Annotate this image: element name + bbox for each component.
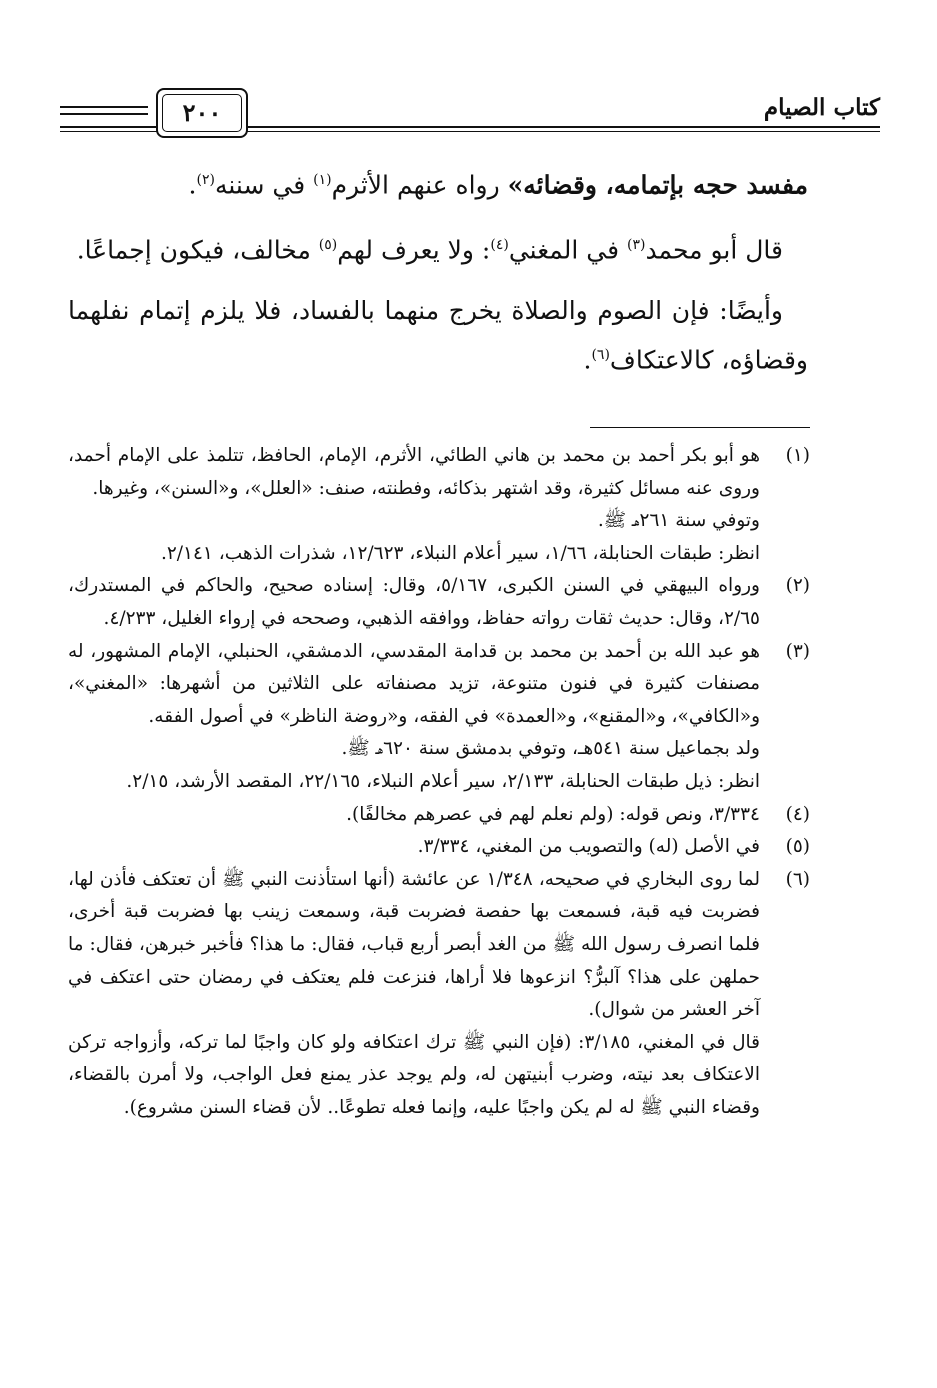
- footnote-number: (٣): [785, 640, 810, 662]
- footnote-line: قال في المغني، ٣/١٨٥: (فإن النبي ﷺ ترك اعتكافه ولو كان واجبًا لما تركه، وأزواجه تركن الاعتكاف بعد نيته، وضرب أبنيتهن له، ولم يوجد عذر يمنع فعل الواجب، ولا أمرن بالقضاء، وقضاء النبي ﷺ له لم يكن واجبًا عليه، وإنما فعله تطوعًا.. لأن قضاء السنن مشروع).: [68, 1031, 760, 1118]
- footnote-line: ولد بجماعيل سنة ٥٤١هـ، وتوفي بدمشق سنة ٦٢٠هـ ﷺ.: [341, 738, 760, 760]
- running-title: كتاب الصيام: [763, 94, 880, 121]
- footnote-body: [68, 799, 760, 832]
- footnote-5: [68, 831, 810, 864]
- paragraph-1: [68, 158, 808, 207]
- footnote-separator: [590, 427, 810, 428]
- footnote-number: (٦): [785, 868, 810, 890]
- text-span: قال أبو محمد: [645, 235, 783, 265]
- text-span: رواه عنهم الأثرم: [331, 170, 508, 200]
- footnote-body: [68, 570, 760, 635]
- footnote-number: (١): [785, 445, 810, 466]
- footnote-ref: (٦): [591, 346, 610, 363]
- page-number: ٢٠٠: [182, 98, 222, 127]
- footnote-ref: (٣): [626, 237, 646, 254]
- text-span: وأيضًا: فإن الصوم والصلاة يخرج منهما بالفساد، فلا يلزم إتمام نفلهما وقضاؤه، كالاعتكاف: [68, 295, 808, 374]
- bold-quote: مفسد حجه بإتمامه، وقضائه»: [507, 170, 808, 200]
- footnote-number: (٥): [785, 836, 810, 858]
- page-number-frame: [156, 88, 248, 138]
- footnotes: [68, 440, 810, 1124]
- footnote-4: [68, 799, 810, 832]
- footnote-body: [68, 636, 760, 799]
- text-span: في المغني: [508, 235, 627, 265]
- footnote-ref: (٤): [490, 237, 509, 254]
- footnote-ref: (١): [313, 172, 332, 188]
- footnote-1: [68, 440, 810, 570]
- footnote-line: انظر: طبقات الحنابلة، ١/٦٦، سير أعلام النبلاء، ١٢/٦٢٣، شذرات الذهب، ٢/١٤١.: [160, 542, 760, 564]
- main-text: [68, 158, 808, 398]
- footnote-line: انظر: ذيل طبقات الحنابلة، ٢/١٣٣، سير أعلام النبلاء، ٢٢/١٦٥، المقصد الأرشد، ٢/١٥.: [126, 770, 760, 792]
- footnote-line: لما روى البخاري في صحيحه، ١/٣٤٨ عن عائشة (أنها استأذنت النبي ﷺ أن تعتكف فأذن لها، فضربت فيه قبة، فسمعت بها حفصة فضربت قبة، وسمعت زينب بها فضربت قبة أخرى، فلما انصرف رسول الله ﷺ من الغد أبصر أربع قباب، فقال: ما هذا؟ فأخبر خبرهن، فقال: ما حملهن على هذا؟ آلبرُّ؟ انزعوها فلا أراها، فنزعت فلم يعتكف في رمضان حتى اعتكف في آخر العشر من شوال).: [68, 868, 760, 1021]
- text-span: مخالف، فيكون إجماعًا.: [76, 235, 319, 265]
- footnote-3: [68, 636, 810, 799]
- footnote-ref: (٥): [318, 237, 338, 254]
- footnote-line: هو أبو بكر أحمد بن محمد بن هاني الطائي، الأثرم، الإمام، الحافظ، تتلمذ على الإمام أحمد، وروى عنه مسائل كثيرة، وقد اشتهر بذكائه، وفطنته، صنف: «العلل»، و«السنن»، وغيرها.: [68, 445, 760, 499]
- footnote-2: [68, 570, 810, 635]
- header-ornament-lines: [60, 106, 148, 120]
- footnote-line: ورواه البيهقي في السنن الكبرى، ٥/١٦٧، وقال: إسناده صحيح، والحاكم في المستدرك، ٢/٦٥، وقال: حديث ثقات رواته حفاظ، ووافقه الذهبي، وصححه في إرواء الغليل، ٤/٢٣٣.: [68, 575, 760, 629]
- footnote-body: [68, 440, 760, 570]
- footnote-ref: (٢): [196, 172, 215, 188]
- footnote-line: في الأصل (له) والتصويب من المغني، ٣/٣٣٤.: [417, 836, 760, 858]
- footnote-6: [68, 864, 810, 1125]
- paragraph-3: [68, 289, 808, 382]
- text-span: : ولا يعرف لهم: [337, 235, 491, 265]
- footnote-number: (٤): [785, 803, 810, 825]
- footnote-body: [68, 864, 760, 1125]
- footnote-body: [68, 831, 760, 864]
- footnote-number: (٢): [785, 575, 810, 597]
- footnote-line: هو عبد الله بن أحمد بن محمد بن قدامة المقدسي، الدمشقي، الحنبلي، الإمام المشهور، له مصنفات كثيرة في فنون متنوعة، تزيد مصنفاته على الثلاثين من أشهرها: «المغني»، و«الكافي»، و«المقنع»، و«العمدة» في الفقه، و«روضة الناظر» في أصول الفقه.: [68, 640, 760, 727]
- footnote-line: ٣/٣٣٤، ونص قوله: (ولم نعلم لهم في عصرهم مخالفًا).: [346, 803, 760, 825]
- text-span: في سننه: [214, 170, 314, 200]
- text-span: .: [583, 344, 592, 374]
- text-span: .: [188, 170, 197, 200]
- page-header: [60, 88, 880, 136]
- paragraph-2: [68, 223, 808, 272]
- footnote-line: وتوفي سنة ٢٦١هـ ﷺ.: [597, 510, 760, 532]
